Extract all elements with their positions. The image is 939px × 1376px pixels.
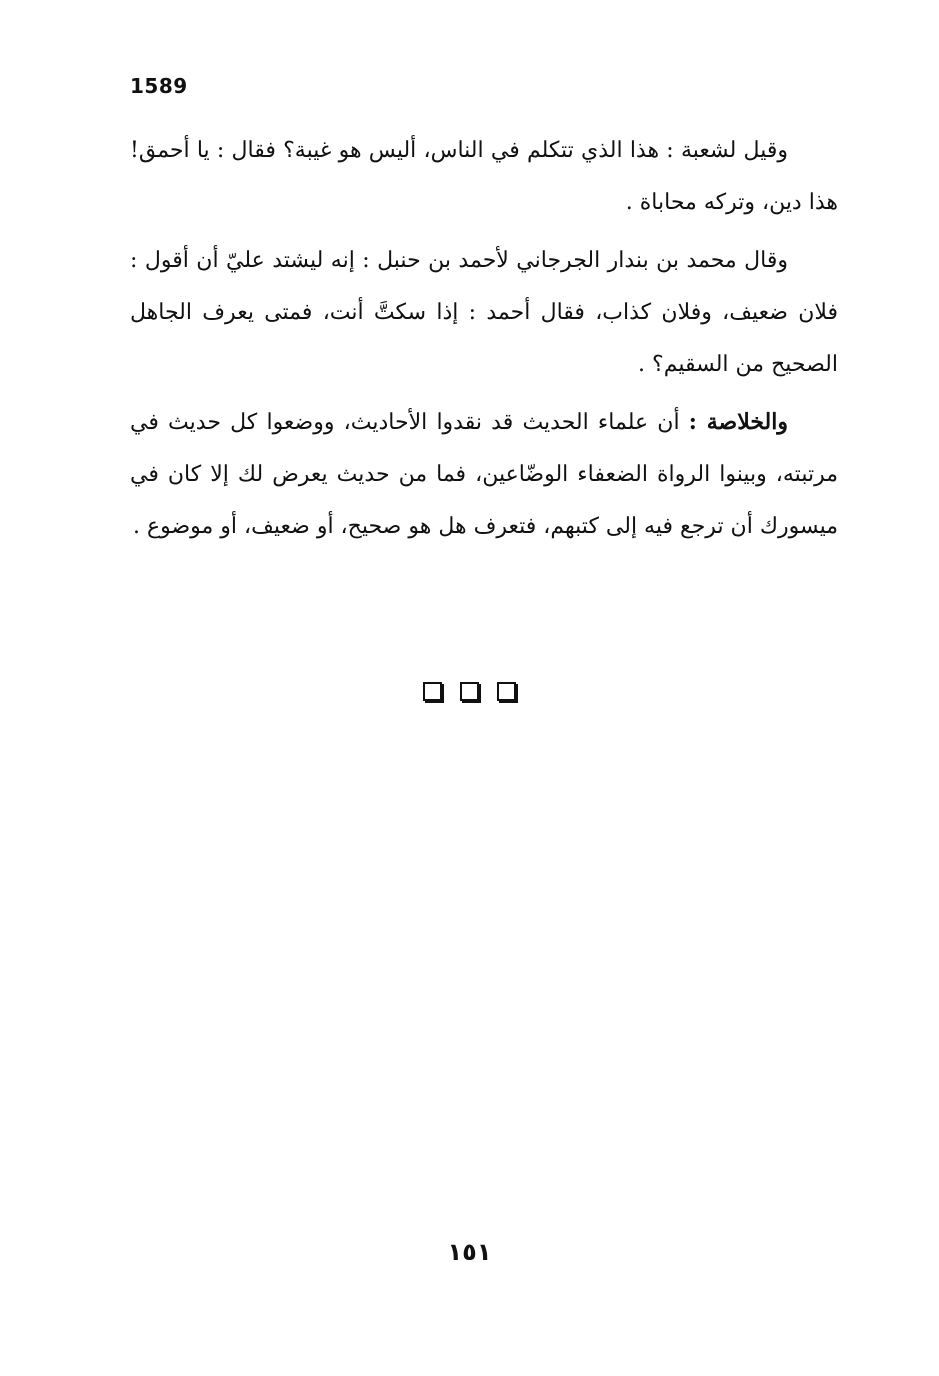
paragraph-jurjani [130,234,838,391]
hollow-square-icon [497,682,516,701]
paragraph-text: وقيل لشعبة : هذا الذي تتكلم في الناس، أليس هو غيبة؟ فقال : يا أحمق! هذا دين، وتركه محاباة . [130,138,838,215]
hollow-square-icon [460,682,479,701]
document-id-number: 1589 [130,74,188,98]
body-text [130,124,838,558]
paragraph-text: وقال محمد بن بندار الجرجاني لأحمد بن حنبل : إنه ليشتد عليّ أن أقول : فلان ضعيف، وفلان كذاب، فقال أحمد : إذا سكتَّ أنت، فمتى يعرف الجاهل الصحيح من السقيم؟ . [130,248,838,377]
page-number: ١٥١ [447,1238,492,1266]
paragraph-shuba [130,124,838,229]
paragraph-text: أن علماء الحديث قد نقدوا الأحاديث، ووضعوا كل حديث في مرتبته، وبينوا الرواة الضعفاء الوضّاعين، فما من حديث يعرض لك إلا كان في ميسورك أن ترجع فيه إلى كتبهم، فتعرف هل هو صحيح، أو ضعيف، أو موضوع . [130,410,838,539]
hollow-square-icon [423,682,442,701]
paragraph-lead: والخلاصة : [688,409,788,435]
paragraph-summary [130,396,838,553]
section-separator [0,682,939,701]
